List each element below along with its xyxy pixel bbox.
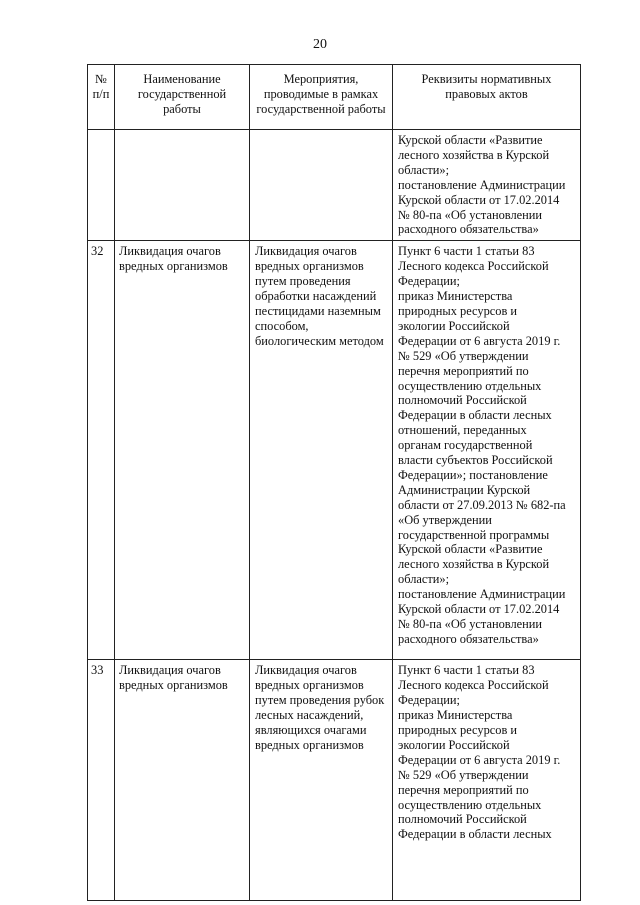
header-num-label: № п/п (92, 72, 110, 101)
table-body (88, 130, 581, 901)
cell-name-text: Ликвидация очагов вредных организмов (119, 244, 228, 274)
header-acts-label: Реквизиты нормативных правовых актов (421, 72, 552, 101)
page-number: 20 (313, 37, 327, 52)
cell-acts-text: Пункт 6 части 1 статьи 83 Лесного кодекса Российской Федерации; приказ Министерства природных ресурсов и экологии Российской Федерации от 6 августа 2019 г. № 529 «Об утверждении перечня мероприятий по осуществлению отдельных полномочий Российской Федерации в области лесных (398, 663, 561, 842)
header-name (115, 65, 250, 130)
cell-num (88, 660, 115, 901)
cell-measures-text: Ликвидация очагов вредных организмов путем проведения обработки насаждений пестицидами наземным способом, биологическим методом (255, 244, 384, 348)
table-row (88, 130, 581, 241)
cell-num (88, 241, 115, 660)
cell-num (88, 130, 115, 241)
works-table (87, 64, 581, 901)
cell-num-text (88, 130, 114, 136)
cell-measures (250, 241, 393, 660)
header-name-label: Наименование государственной работы (137, 72, 227, 116)
cell-acts (393, 130, 581, 241)
header-num (88, 65, 115, 130)
cell-name-text (115, 130, 249, 136)
cell-name (115, 130, 250, 241)
cell-measures-text (250, 130, 392, 136)
table-row (88, 241, 581, 660)
header-acts (393, 65, 581, 130)
table-header (88, 65, 581, 130)
header-measures (250, 65, 393, 130)
cell-acts-text: Пункт 6 части 1 статьи 83 Лесного кодекса Российской Федерации; приказ Министерства природных ресурсов и экологии Российской Федерации от 6 августа 2019 г. № 529 «Об утверждении перечня мероприятий по осуществлению отдельных полномочий Российской Федерации в области лесных отношений, переданных органам государственной власти субъектов Российской Федерации»; постановление Администрации Курской области от 27.09.2013 № 682-па «Об утверждении государственной программы Курской области «Развитие лесного хозяйства в Курской области»; постановление Администрации Курской области от 17.02.2014 № 80-па «Об установлении расходного обязательства» (398, 244, 566, 646)
cell-name (115, 241, 250, 660)
cell-acts-text: Курской области «Развитие лесного хозяйства в Курской области»; постановление Администрации Курской области от 17.02.2014 № 80-па «Об установлении расходного обязательства» (398, 133, 566, 237)
cell-acts (393, 660, 581, 901)
header-measures-label: Мероприятия, проводимые в рамках государственной работы (256, 72, 386, 116)
cell-measures-text: Ликвидация очагов вредных организмов путем проведения рубок лесных насаждений, являющихся очагами вредных организмов (255, 663, 385, 752)
cell-name-text: Ликвидация очагов вредных организмов (119, 663, 228, 693)
cell-measures (250, 130, 393, 241)
cell-name (115, 660, 250, 901)
header-row (88, 65, 581, 130)
table-row (88, 660, 581, 901)
cell-num-text: 32 (91, 244, 104, 259)
cell-num-text: 33 (91, 663, 104, 678)
cell-acts (393, 241, 581, 660)
cell-measures (250, 660, 393, 901)
